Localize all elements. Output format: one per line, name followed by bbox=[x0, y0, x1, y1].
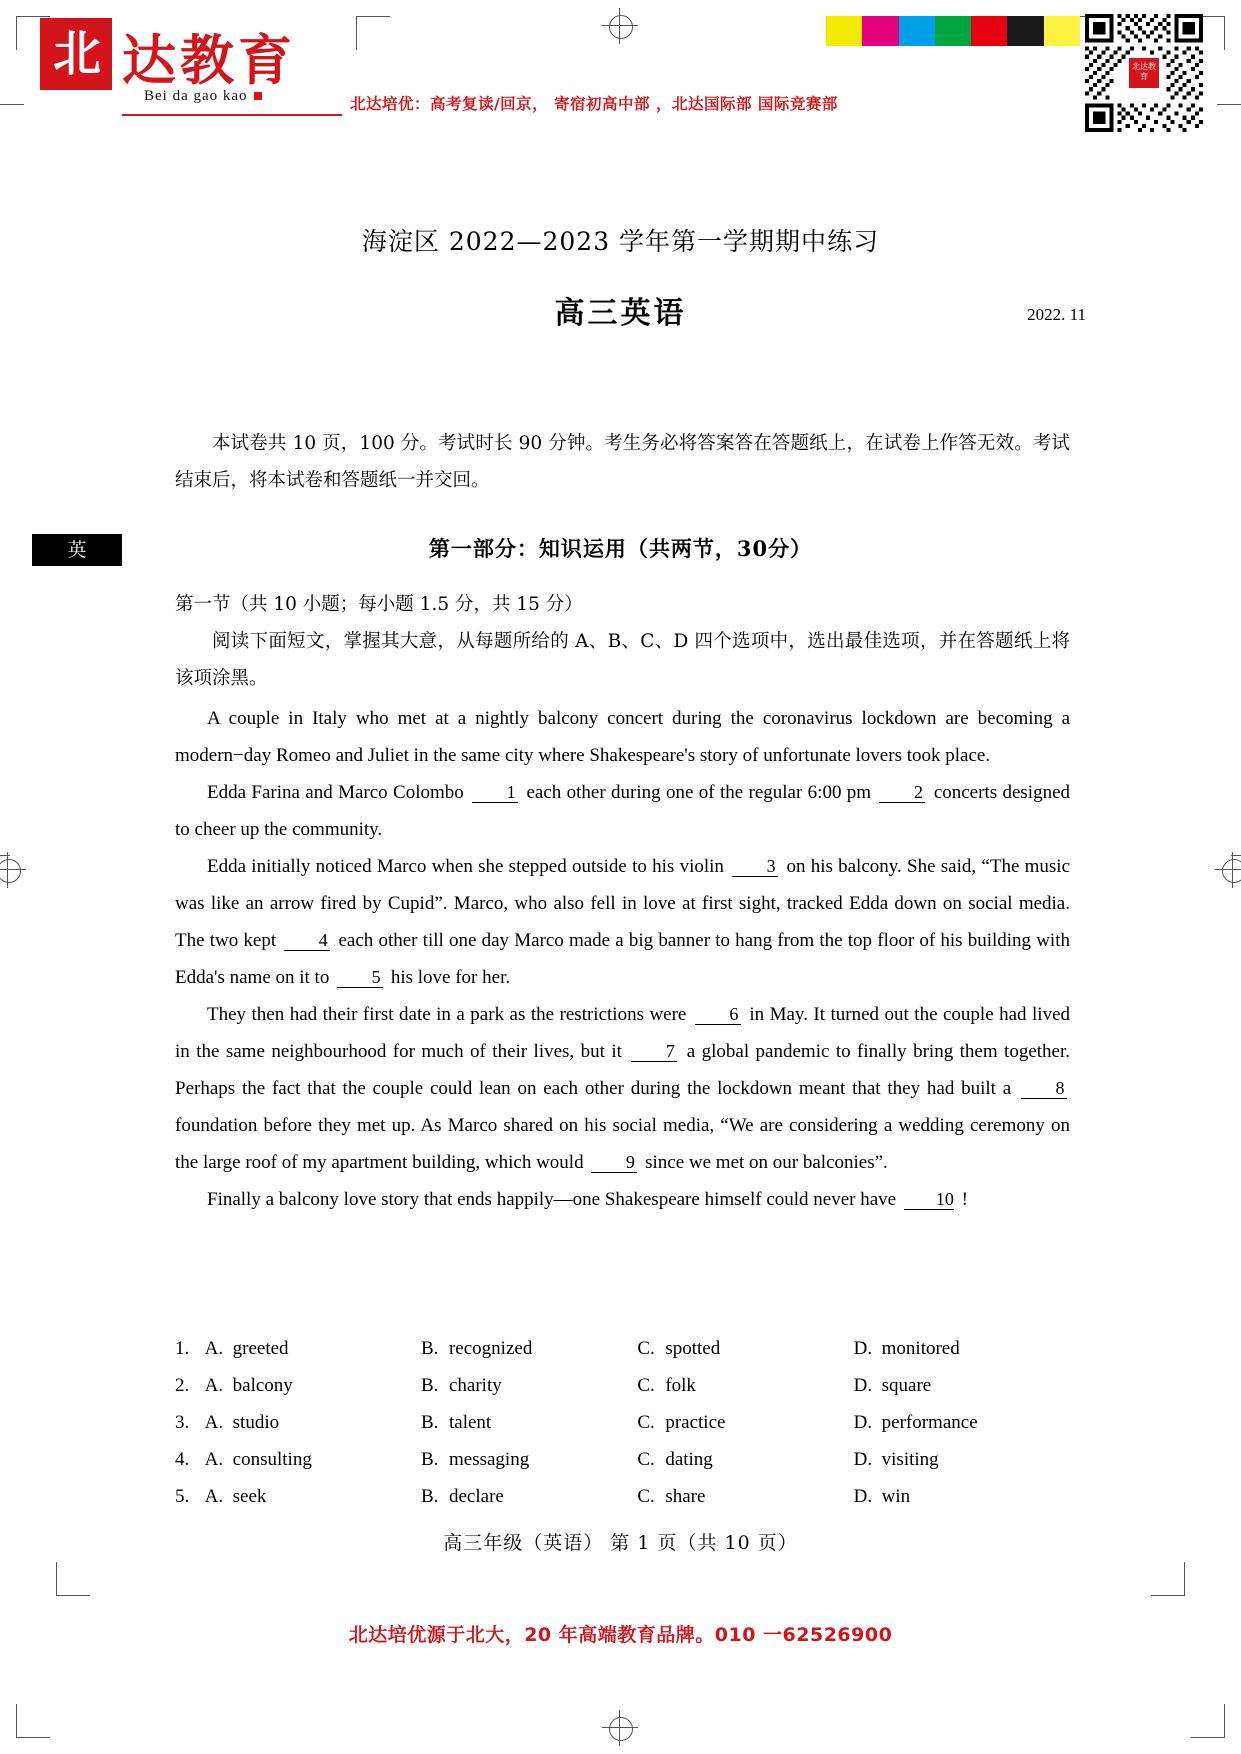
cloze-blank-5[interactable]: 5 bbox=[337, 967, 383, 988]
question-number: 2. bbox=[175, 1374, 190, 1396]
brand-name-cn: 达教育 bbox=[122, 28, 296, 92]
passage-text: a global pandemic to finally bring them together. Perhaps the fact that the couple could lean on each other during the lockdown meant that they had built a bbox=[175, 1041, 1070, 1099]
option-b[interactable] bbox=[421, 1449, 637, 1471]
option-d[interactable] bbox=[854, 1375, 1070, 1397]
cloze-passage bbox=[175, 700, 1070, 1218]
seal-icon: 北 bbox=[40, 18, 112, 90]
option-d[interactable] bbox=[854, 1486, 1070, 1508]
option-a-text: studio bbox=[232, 1411, 280, 1433]
passage-text: each other till one day Marco made a big banner to hang from the top floor of his building with Edda's name on it to bbox=[175, 930, 1070, 988]
option-a-text: seek bbox=[232, 1485, 267, 1507]
option-a-label: A. bbox=[204, 1337, 224, 1359]
option-c-label: C. bbox=[637, 1411, 655, 1433]
option-a-text: balcony bbox=[232, 1374, 293, 1396]
page-footer: 高三年级（英语） 第 1 页（共 10 页） bbox=[443, 1532, 798, 1554]
option-b-text: charity bbox=[448, 1374, 502, 1396]
cloze-blank-3[interactable]: 3 bbox=[732, 856, 778, 877]
passage-paragraph-4 bbox=[175, 996, 1070, 1181]
option-b-label: B. bbox=[420, 1411, 439, 1433]
passage-paragraph-3 bbox=[175, 848, 1070, 996]
option-a[interactable] bbox=[205, 1486, 421, 1508]
option-d-text: visiting bbox=[881, 1448, 939, 1470]
option-b-label: B. bbox=[420, 1485, 439, 1507]
edge-tick bbox=[1231, 855, 1241, 856]
option-d-label: D. bbox=[853, 1374, 873, 1396]
option-c-label: C. bbox=[637, 1448, 655, 1470]
option-c[interactable] bbox=[637, 1412, 853, 1434]
option-d-label: D. bbox=[853, 1485, 873, 1507]
footer-advertisement: 北达培优源于北大，20 年高端教育品牌。010 一62526900 bbox=[348, 1624, 893, 1646]
registration-mark-right bbox=[1215, 852, 1241, 888]
option-b[interactable] bbox=[421, 1375, 637, 1397]
page-header bbox=[0, 0, 1241, 128]
cloze-blank-8[interactable]: 8 bbox=[1021, 1078, 1067, 1099]
option-c-text: practice bbox=[665, 1411, 726, 1433]
option-a-label: A. bbox=[204, 1374, 224, 1396]
question-number: 1. bbox=[175, 1337, 190, 1359]
question-row bbox=[175, 1478, 1070, 1515]
question-row bbox=[175, 1367, 1070, 1404]
option-c-label: C. bbox=[637, 1374, 655, 1396]
passage-text: each other during one of the regular 6:00 pm bbox=[526, 782, 872, 803]
option-b-text: recognized bbox=[448, 1337, 533, 1359]
cloze-blank-10[interactable]: 10 bbox=[904, 1189, 954, 1210]
option-d-label: D. bbox=[853, 1448, 873, 1470]
option-d-label: D. bbox=[853, 1411, 873, 1433]
passage-text: concerts designed to cheer up the community. bbox=[175, 782, 1071, 840]
crop-mark-bottom-inner-left bbox=[56, 1562, 90, 1596]
question-row bbox=[175, 1404, 1070, 1441]
option-b-label: B. bbox=[420, 1337, 439, 1359]
brand-name-en bbox=[144, 88, 262, 105]
option-c[interactable] bbox=[637, 1375, 853, 1397]
question-number: 3. bbox=[175, 1411, 190, 1433]
brand-name-en-text: Bei da gao kao bbox=[144, 88, 248, 104]
option-a[interactable] bbox=[205, 1375, 421, 1397]
passage-text: ! bbox=[961, 1189, 968, 1210]
crop-mark-bottom-left bbox=[16, 1704, 50, 1738]
qr-center-logo: 北达教育 bbox=[1129, 58, 1159, 88]
option-a-text: consulting bbox=[232, 1448, 312, 1470]
passage-text: Edda initially noticed Marco when she stepped outside to his violin bbox=[207, 856, 724, 877]
cloze-blank-1[interactable]: 1 bbox=[472, 782, 518, 803]
passage-text: Finally a balcony love story that ends happily—one Shakespeare himself could never have bbox=[207, 1189, 897, 1210]
option-c-text: share bbox=[665, 1485, 706, 1507]
option-b-text: declare bbox=[448, 1485, 504, 1507]
brand-square-icon bbox=[254, 92, 262, 100]
section-one-directions: 阅读下面短文，掌握其大意，从每题所给的 A、B、C、D 四个选项中，选出最佳选项，并在答题纸上将该项涂黑。 bbox=[175, 631, 1070, 689]
option-d-text: performance bbox=[881, 1411, 978, 1433]
registration-mark-bottom bbox=[602, 1710, 638, 1746]
section-one-heading: 第一节（共 10 小题；每小题 1.5 分，共 15 分） bbox=[175, 594, 583, 615]
exam-date: 2022. 11 bbox=[1027, 305, 1086, 324]
passage-text: on his balcony. She said, “The music was like an arrow fired by Cupid”. Marco, who also fell in love at first sight, tracked Edda down on social media. The two kept bbox=[175, 856, 1071, 951]
option-d-label: D. bbox=[853, 1337, 873, 1359]
question-number: 5. bbox=[175, 1485, 190, 1507]
answer-options-list bbox=[175, 1330, 1070, 1515]
option-c-label: C. bbox=[637, 1337, 655, 1359]
option-a-label: A. bbox=[204, 1411, 224, 1433]
page-title: 海淀区 2022—2023 学年第一学期期中练习 bbox=[361, 227, 880, 256]
subject-title: 高三英语 bbox=[554, 296, 687, 331]
option-b-label: B. bbox=[420, 1374, 439, 1396]
subject-tab-badge: 英 bbox=[32, 534, 122, 566]
part-one-title: 第一部分：知识运用（共两节，30分） bbox=[428, 536, 813, 561]
passage-paragraph-1: A couple in Italy who met at a nightly balcony concert during the coronavirus lockdown are becoming a modern−day Romeo and Juliet in the same city where Shakespeare's story of unfortunate lovers took place. bbox=[175, 708, 1070, 766]
option-b[interactable] bbox=[421, 1338, 637, 1360]
passage-text: foundation before they met up. As Marco shared on his social media, “We are considering a wedding ceremony on the large roof of my apartment building, which would bbox=[175, 1115, 1070, 1173]
option-a[interactable] bbox=[205, 1338, 421, 1360]
cloze-blank-6[interactable]: 6 bbox=[695, 1004, 741, 1025]
option-d-text: square bbox=[881, 1374, 932, 1396]
option-c-text: spotted bbox=[665, 1337, 721, 1359]
option-d[interactable] bbox=[854, 1412, 1070, 1434]
cloze-blank-4[interactable]: 4 bbox=[284, 930, 330, 951]
option-a-text: greeted bbox=[232, 1337, 289, 1359]
option-c[interactable] bbox=[637, 1486, 853, 1508]
question-row bbox=[175, 1330, 1070, 1367]
option-c-text: folk bbox=[665, 1374, 696, 1396]
crop-mark-bottom-inner-right bbox=[1151, 1562, 1185, 1596]
question-row bbox=[175, 1441, 1070, 1478]
option-a[interactable] bbox=[205, 1412, 421, 1434]
passage-paragraph-5 bbox=[175, 1181, 1070, 1218]
option-d[interactable] bbox=[854, 1338, 1070, 1360]
cloze-blank-9[interactable]: 9 bbox=[591, 1152, 637, 1173]
edge-tick bbox=[0, 855, 10, 856]
brand-slogan: 北达培优：高考复读/回京， 寄宿初高中部 ，北达国际部 国际竞赛部 bbox=[350, 95, 838, 113]
passage-text: his love for her. bbox=[390, 967, 511, 988]
passage-text: in May. It turned out the couple had lived in the same neighbourhood for much of their lives, but it bbox=[175, 1004, 1071, 1062]
passage-paragraph-2 bbox=[175, 774, 1070, 848]
option-b-label: B. bbox=[420, 1448, 439, 1470]
option-c[interactable] bbox=[637, 1449, 853, 1471]
option-a-label: A. bbox=[204, 1448, 224, 1470]
option-c[interactable] bbox=[637, 1338, 853, 1360]
option-a[interactable] bbox=[205, 1449, 421, 1471]
option-c-text: dating bbox=[665, 1448, 713, 1470]
option-b-text: talent bbox=[448, 1411, 492, 1433]
option-d-text: win bbox=[881, 1485, 911, 1507]
option-a-label: A. bbox=[204, 1485, 224, 1507]
cloze-blank-7[interactable]: 7 bbox=[631, 1041, 677, 1062]
qr-code[interactable] bbox=[1085, 14, 1203, 132]
print-color-bar bbox=[826, 16, 1080, 46]
passage-text: Edda Farina and Marco Colombo bbox=[207, 782, 464, 803]
option-c-label: C. bbox=[637, 1485, 655, 1507]
passage-text: They then had their first date in a park as the restrictions were bbox=[207, 1004, 687, 1025]
registration-mark-left bbox=[0, 852, 26, 888]
option-b-text: messaging bbox=[448, 1448, 530, 1470]
passage-text: since we met on our balconies”. bbox=[645, 1152, 888, 1173]
option-d-text: monitored bbox=[881, 1337, 960, 1359]
question-number: 4. bbox=[175, 1448, 190, 1470]
crop-mark-bottom-right bbox=[1191, 1704, 1225, 1738]
option-b[interactable] bbox=[421, 1486, 637, 1508]
brand-rule bbox=[122, 114, 342, 116]
cloze-blank-2[interactable]: 2 bbox=[879, 782, 925, 803]
option-b[interactable] bbox=[421, 1412, 637, 1434]
option-d[interactable] bbox=[854, 1449, 1070, 1471]
exam-instructions: 本试卷共 10 页，100 分。考试时长 90 分钟。考生务必将答案答在答题纸上，在试卷上作答无效。考试结束后，将本试卷和答题纸一并交回。 bbox=[175, 433, 1070, 491]
